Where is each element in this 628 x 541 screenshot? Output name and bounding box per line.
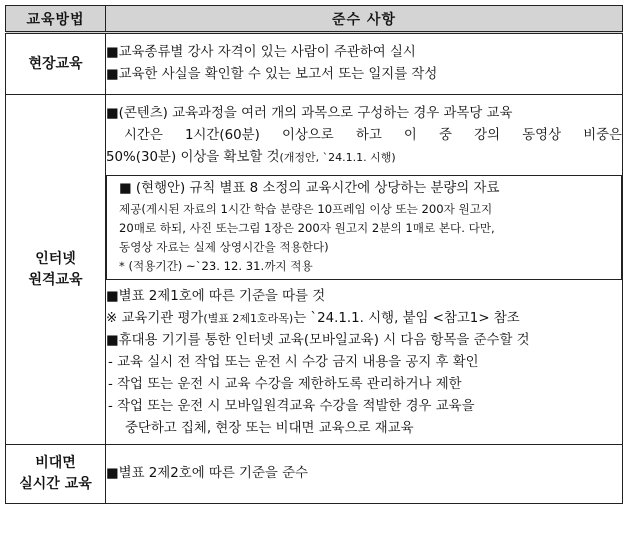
mobile-title: ■휴대용 기기를 통한 인터넷 교육(모바일교육) 시 다음 항목을 준수할 것 [106,333,530,348]
method-realtime-line2: 실시간 교육 [19,476,92,492]
contents-line-3-main: 50%(30분) 이상을 확보할 것 [106,150,280,165]
mobile-item-1: - 교육 실시 전 작업 또는 운전 시 수강 금지 내용을 공지 후 확인 [108,355,479,370]
rules-field-education [106,33,623,95]
rules-realtime-education [106,445,623,504]
rules-online-education [106,95,623,445]
evaluation-ref: (별표 2제1호라목) [203,312,294,325]
box-line-2: 제공(게시된 자료의 1시간 학습 분량은 10프레임 이상 또는 200자 원고지 [119,202,493,216]
field-rule-2: ■교육한 사실을 확인할 수 있는 보고서 또는 일지를 작성 [106,67,438,82]
realtime-rule: ■별표 2제2호에 따른 기준을 준수 [106,466,308,481]
method-online-education [6,95,106,445]
method-online-line2: 원격교육 [28,271,83,288]
field-rule-1: ■교육종류별 강사 자격이 있는 사람이 주관하여 실시 [106,45,416,60]
method-field-education: 현장교육 [6,33,106,95]
contents-line-3-note: (개정안, `24.1.1. 시행) [279,151,396,164]
education-rules-table [5,5,623,504]
box-line-5: * (적용기간) ~`23. 12. 31.까지 적용 [119,259,313,273]
method-realtime-education [6,445,106,504]
box-line-1: ■ (현행안) 규칙 별표 8 소정의 교육시간에 상당하는 분량의 자료 [119,181,500,196]
mobile-item-3-cont: 중단하고 집체, 현장 또는 비대면 교육으로 재교육 [125,421,414,436]
contents-line-3 [106,147,622,169]
row-field-education [6,33,623,95]
evaluation-note [106,308,622,330]
method-realtime-line1: 비대면 [35,455,76,471]
annex-1-rule: ■별표 2제1호에 따른 기준을 따를 것 [106,289,326,304]
evaluation-suffix: 는 `24.1.1. 시행, 붙임 <참고1> 참조 [293,311,520,326]
table-header-row [6,6,623,33]
current-rule-box [106,175,622,280]
box-line-4: 동영상 자료는 실제 상영시간을 적용한다) [119,240,329,254]
mobile-item-3: - 작업 또는 운전 시 모바일원격교육 수강을 적발한 경우 교육을 [108,399,475,414]
contents-line-1: ■(콘텐츠) 교육과정을 여러 개의 과목으로 구성하는 경우 과목당 교육 [106,106,513,121]
row-online-education [6,95,623,445]
evaluation-prefix: ※ 교육기관 평가 [106,311,204,326]
mobile-item-2: - 작업 또는 운전 시 교육 수강을 제한하도록 관리하거나 제한 [108,377,462,392]
method-online-line1: 인터넷 [35,250,76,267]
header-rules: 준수 사항 [106,6,623,33]
box-line-3: 20매로 하되, 사진 또는그림 1장은 200자 원고지 2분의 1매로 본다. 다만, [119,221,495,235]
row-realtime-education [6,445,623,504]
contents-line-2: 시간은 1시간(60분) 이상으로 하고 이 중 강의 동영상 비중은 [124,128,622,143]
header-method: 교육방법 [6,6,106,33]
